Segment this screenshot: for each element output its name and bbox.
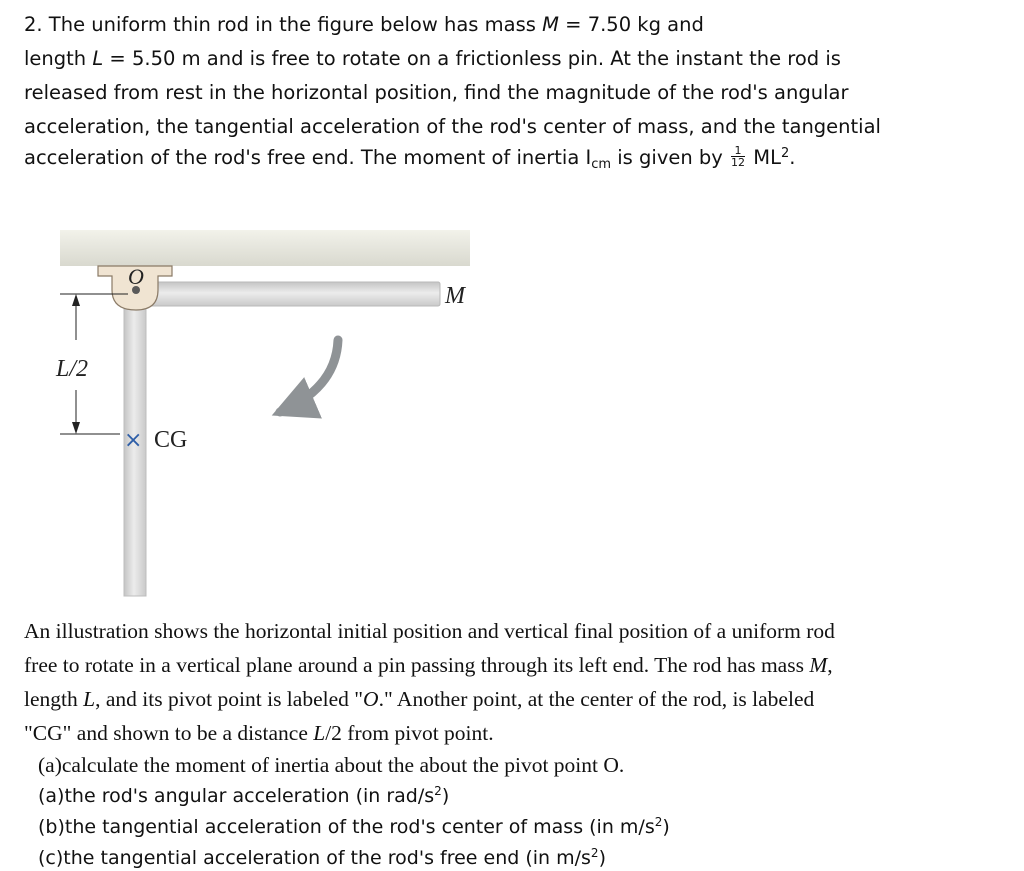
pivot-label: O (128, 264, 144, 289)
caption-length-symbol: L (313, 721, 326, 745)
caption-text: "CG" and shown to be a distance (24, 721, 314, 745)
question-text: ) (598, 847, 606, 869)
question-text: ) (662, 816, 670, 838)
fraction-numerator: 1 (731, 145, 745, 157)
cg-label: CG (154, 427, 188, 453)
fraction-one-twelfth (731, 145, 745, 168)
caption-line-1: An illustration shows the horizontal initial position and vertical final position of a uniform rod (24, 619, 835, 643)
unit-exponent: 2 (654, 815, 663, 829)
rod-figure (40, 228, 500, 600)
unit-exponent: 2 (434, 784, 442, 798)
problem-line-1 (24, 8, 1004, 42)
problem-text: is given by (611, 146, 730, 169)
caption-text: length (24, 687, 84, 711)
caption-mass-symbol: M (809, 653, 828, 677)
caption-text: /2 from pivot point. (325, 721, 494, 745)
caption-pivot-symbol: O (363, 687, 379, 711)
dimension-arrow-up (72, 294, 80, 306)
problem-line-4: acceleration, the tangential acceleration of the rod's center of mass, and the tangential (24, 115, 881, 138)
caption-text: , and its pivot point is labeled " (95, 687, 364, 711)
caption-line-2 (24, 648, 1009, 682)
formula-exponent: 2 (780, 146, 790, 161)
problem-text: acceleration of the rod's free end. The moment of inertia I (24, 146, 592, 169)
problem-text: . (789, 146, 796, 169)
question-moment-of-inertia: (a)calculate the moment of inertia about the about the pivot point O. (38, 753, 625, 777)
caption-line-3 (24, 682, 1009, 716)
mass-label: M (445, 283, 465, 309)
problem-statement (24, 8, 1004, 182)
figure-caption (24, 614, 1009, 750)
problem-text: length (24, 47, 93, 70)
question-angular-acceleration (38, 778, 998, 809)
caption-text: free to rotate in a vertical plane around a pin passing through its left end. The rod has mass (24, 653, 810, 677)
dimension-arrow-down (72, 422, 80, 434)
caption-length-symbol: L (83, 687, 96, 711)
caption-line-4 (24, 716, 1009, 750)
formula-text: ML (747, 146, 781, 169)
question-list (38, 752, 998, 871)
caption-text: ." Another point, at the center of the rod, is labeled (378, 687, 815, 711)
mass-symbol: M (542, 13, 559, 36)
ceiling (60, 230, 470, 266)
question-text: (b)the tangential acceleration of the rod's center of mass (in m/s (38, 816, 655, 838)
distance-label: L/2 (56, 356, 89, 382)
length-value: = 5.50 m and is free to rotate on a frictionless pin. At the instant the rod is (103, 47, 841, 70)
horizontal-rod (132, 282, 440, 306)
unit-exponent: 2 (590, 846, 599, 860)
length-symbol: L (92, 47, 104, 70)
problem-line-2 (24, 42, 1004, 76)
question-cm-tangential-acceleration (38, 809, 998, 840)
rotation-arrow (280, 340, 338, 412)
question-free-end-tangential-acceleration (38, 840, 998, 871)
problem-line-3: released from rest in the horizontal position, find the magnitude of the rod's angular (24, 81, 849, 104)
inertia-subscript: cm (591, 157, 612, 172)
question-text: (c)the tangential acceleration of the rod's free end (in m/s (38, 847, 591, 869)
mass-value: = 7.50 kg and (558, 13, 704, 36)
rod-diagram (40, 228, 500, 600)
problem-text: 2. The uniform thin rod in the figure below has mass (24, 13, 543, 36)
cg-marker: × (124, 428, 143, 453)
question-text: (a)the rod's angular acceleration (in rad/s (38, 785, 435, 807)
fraction-denominator: 12 (731, 156, 746, 169)
caption-text: , (827, 653, 833, 677)
question-text: ) (441, 785, 450, 807)
